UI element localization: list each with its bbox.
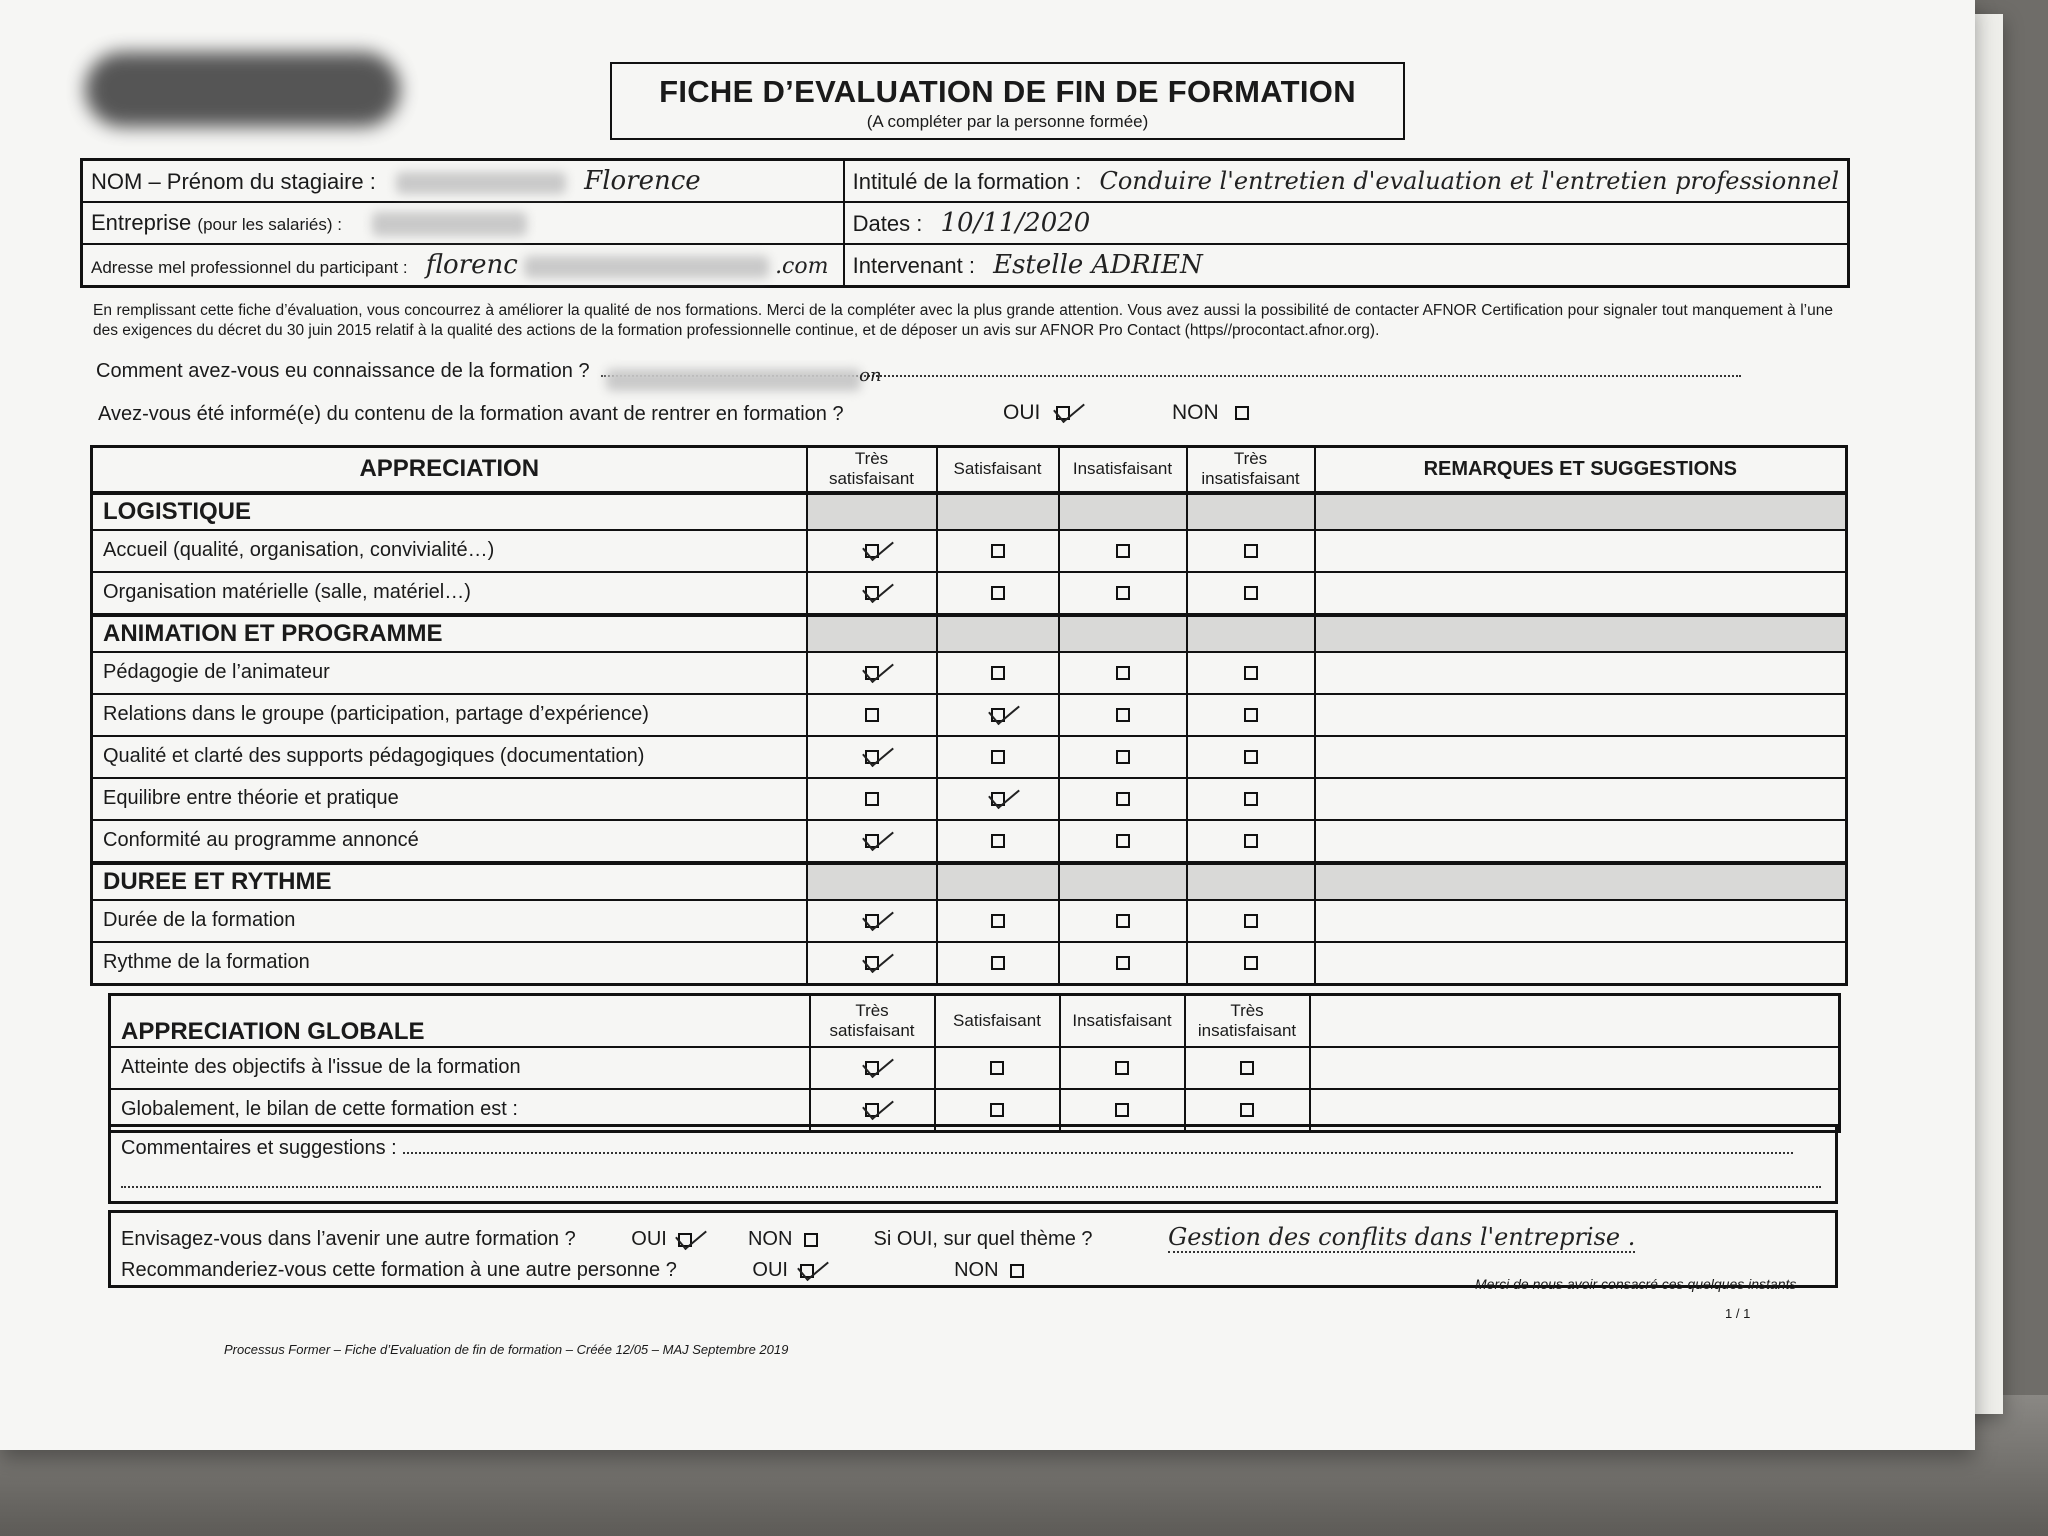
section-shade-cell [807,615,937,652]
criterion-label: Accueil (qualité, organisation, convivialité…) [92,530,807,572]
intervenant-cell[interactable] [844,244,1849,287]
rating-checkbox[interactable] [1116,914,1130,928]
question-recommande [121,1259,1024,1282]
rating-cell[interactable] [1187,530,1315,572]
section-shade-cell [1059,863,1187,900]
table-row [92,736,1847,778]
rating-cell[interactable] [1059,900,1187,942]
nom-label: NOM – Prénom du stagiaire : [91,169,376,194]
table-row [92,652,1847,694]
rating-checkbox[interactable] [1115,1061,1129,1075]
rating-cell[interactable] [807,694,937,736]
col-tres-satisfaisant: Très satisfaisant [807,447,937,493]
section-shade-cell [1059,615,1187,652]
mail-end: .com [775,254,829,279]
question-informe: Avez-vous été informé(e) du contenu de la formation avant de rentrer en formation ? [98,403,844,425]
recommande-oui-checkbox[interactable] [800,1264,814,1278]
participant-info-table [80,158,1850,288]
appreciation-globale-table [108,993,1841,1133]
section-row [92,493,1847,530]
theme-label: Si OUI, sur quel thème ? [873,1228,1093,1250]
autre-non-label: NON [747,1228,793,1250]
glob-remarques-header [1310,995,1840,1047]
remark-cell[interactable] [1315,942,1847,985]
section-row [92,863,1847,900]
comments-line-2[interactable] [121,1186,1821,1188]
rating-cell[interactable] [810,1047,935,1089]
rating-cell[interactable] [937,694,1059,736]
redacted-surname [396,172,566,194]
entreprise-cell[interactable] [82,202,844,244]
section-shade-cell [1315,615,1847,652]
form-title-box [610,62,1405,140]
globale-criterion-label: Globalement, le bilan de cette formation est : [110,1089,810,1132]
rating-checkbox[interactable] [865,544,879,558]
answer-tail: on [859,365,882,386]
criterion-label: Relations dans le groupe (participation, partage d’expérience) [92,694,807,736]
rating-checkbox[interactable] [1244,666,1258,680]
question-connaissance-label: Comment avez-vous eu connaissance de la formation ? [96,360,590,382]
rating-checkbox[interactable] [1116,834,1130,848]
informe-non[interactable] [1172,401,1249,425]
remark-cell[interactable] [1315,778,1847,820]
rating-cell[interactable] [807,652,937,694]
table-row [92,530,1847,572]
rating-cell[interactable] [937,652,1059,694]
autre-label: Envisagez-vous dans l’avenir une autre formation ? [121,1228,576,1250]
section-title: LOGISTIQUE [92,493,807,530]
rating-checkbox[interactable] [1244,586,1258,600]
rating-checkbox[interactable] [991,956,1005,970]
rating-checkbox[interactable] [1116,666,1130,680]
section-shade-cell [807,863,937,900]
rating-checkbox[interactable] [865,956,879,970]
glob-col-insatisfaisant: Insatisfaisant [1060,995,1185,1047]
criterion-label: Organisation matérielle (salle, matériel…) [92,572,807,615]
rating-checkbox[interactable] [865,914,879,928]
rating-checkbox[interactable] [1244,544,1258,558]
rating-checkbox[interactable] [1244,914,1258,928]
rating-cell[interactable] [807,778,937,820]
intitule-label: Intitulé de la formation : [852,169,1082,194]
rating-cell[interactable] [1187,694,1315,736]
informe-oui-checkbox[interactable] [1056,406,1070,420]
section-shade-cell [1059,493,1187,530]
form-title: FICHE D’EVALUATION DE FIN DE FORMATION [659,74,1356,109]
rating-checkbox[interactable] [865,834,879,848]
rating-cell[interactable] [1187,652,1315,694]
rating-checkbox[interactable] [1116,586,1130,600]
rating-checkbox[interactable] [1240,1061,1254,1075]
intervenant-label: Intervenant : [852,253,975,278]
remark-cell[interactable] [1315,736,1847,778]
recommande-oui-label: OUI [752,1259,788,1281]
mail-start: florenc [425,250,518,280]
rating-checkbox[interactable] [991,544,1005,558]
comments-line-1[interactable] [403,1152,1793,1154]
remark-cell[interactable] [1315,694,1847,736]
section-row [92,615,1847,652]
form-subtitle: (A compléter par la personne formée) [866,112,1149,131]
rating-checkbox[interactable] [991,792,1005,806]
remark-cell[interactable] [1315,900,1847,942]
rating-cell[interactable] [937,530,1059,572]
section-shade-cell [1187,615,1315,652]
remark-cell[interactable] [1315,652,1847,694]
glob-col-tres-satisfaisant: Très satisfaisant [810,995,935,1047]
nom-value: Florence [584,166,701,196]
autre-non-checkbox[interactable] [804,1233,818,1247]
globale-criterion-label: Atteinte des objectifs à l'issue de la formation [110,1047,810,1089]
redacted-answer [606,369,861,391]
remark-cell[interactable] [1315,530,1847,572]
rating-checkbox[interactable] [991,708,1005,722]
rating-cell[interactable] [807,942,937,985]
comments-label: Commentaires et suggestions : [121,1137,397,1159]
appreciation-table [90,445,1848,986]
entreprise-label: Entreprise [91,209,192,235]
page-number: 1 / 1 [1725,1306,1751,1321]
rating-checkbox[interactable] [1244,750,1258,764]
autre-oui-label: OUI [631,1228,667,1250]
rating-checkbox[interactable] [991,586,1005,600]
col-tres-insatisfaisant: Très insatisfaisant [1187,447,1315,493]
rating-checkbox[interactable] [865,1061,879,1075]
rating-cell[interactable] [937,942,1059,985]
section-shade-cell [937,493,1059,530]
rating-cell[interactable] [1059,652,1187,694]
rating-cell[interactable] [1185,1047,1310,1089]
rating-cell[interactable] [1059,778,1187,820]
intervenant-value: Estelle ADRIEN [993,250,1203,280]
informe-non-label: NON [1172,401,1219,424]
nom-cell[interactable] [82,160,844,203]
col-satisfaisant: Satisfaisant [937,447,1059,493]
rating-checkbox[interactable] [865,792,879,806]
rating-cell[interactable] [807,820,937,863]
criterion-label: Rythme de la formation [92,942,807,985]
criterion-label: Pédagogie de l’animateur [92,652,807,694]
mail-label: Adresse mel professionnel du participant : [91,258,408,277]
col-remarques: REMARQUES ET SUGGESTIONS [1315,447,1847,493]
rating-checkbox[interactable] [865,708,879,722]
rating-cell[interactable] [1059,530,1187,572]
section-shade-cell [1315,493,1847,530]
intro-paragraph: En remplissant cette fiche d’évaluation, vous concourrez à améliorer la qualité de nos formations. Merci de la compléter avec la plus grande attention. Vous avez aussi la possibilité de contacter AFNOR Certification pour signaler tout manquement à l’une des exigences du décret du 30 juin 2015 relatif à la qualité des actions de la formation professionnelle continue, et de déposer un avis sur AFNOR Pro Contact (https//procontact.afnor.org). [93,302,1833,339]
section-title: ANIMATION ET PROGRAMME [92,615,807,652]
rating-cell[interactable] [937,736,1059,778]
rating-cell[interactable] [937,778,1059,820]
informe-non-checkbox[interactable] [1235,406,1249,420]
table-row [92,820,1847,863]
rating-checkbox[interactable] [1116,956,1130,970]
section-shade-cell [1315,863,1847,900]
recommande-non-checkbox[interactable] [1010,1264,1024,1278]
section-shade-cell [807,493,937,530]
criterion-label: Conformité au programme annoncé [92,820,807,863]
redacted-email [524,256,769,278]
document-footer: Processus Former – Fiche d’Evaluation de fin de formation – Créée 12/05 – MAJ Septembre 2019 [224,1342,789,1357]
rating-checkbox[interactable] [1116,708,1130,722]
dates-label: Dates : [852,211,923,236]
rating-checkbox[interactable] [990,1061,1004,1075]
rating-checkbox[interactable] [1244,834,1258,848]
answer-line [601,365,1741,386]
informe-oui[interactable] [1003,401,1070,425]
rating-cell[interactable] [1187,572,1315,615]
autre-oui-checkbox[interactable] [678,1233,692,1247]
glob-col-tres-insatisfaisant: Très insatisfaisant [1185,995,1310,1047]
rating-checkbox[interactable] [990,1103,1004,1117]
rating-cell[interactable] [1187,820,1315,863]
globale-title: APPRECIATION GLOBALE [110,995,810,1047]
rating-checkbox[interactable] [1116,544,1130,558]
rating-cell[interactable] [1059,694,1187,736]
glob-col-satisfaisant: Satisfaisant [935,995,1060,1047]
criterion-label: Equilibre entre théorie et pratique [92,778,807,820]
rating-cell[interactable] [807,900,937,942]
rating-cell[interactable] [1059,820,1187,863]
rating-checkbox[interactable] [1115,1103,1129,1117]
table-row [92,900,1847,942]
section-shade-cell [1187,863,1315,900]
rating-checkbox[interactable] [1116,792,1130,806]
comments-box[interactable] [108,1124,1838,1204]
rating-cell[interactable] [807,572,937,615]
rating-checkbox[interactable] [991,834,1005,848]
rating-cell[interactable] [1059,736,1187,778]
recommande-non-label: NON [954,1259,999,1281]
rating-cell[interactable] [1187,736,1315,778]
question-connaissance[interactable] [96,360,1826,386]
intitule-cell[interactable] [844,160,1849,203]
rating-cell[interactable] [1059,942,1187,985]
table-row [92,778,1847,820]
rating-checkbox[interactable] [1244,708,1258,722]
mail-cell[interactable] [82,244,844,287]
rating-cell[interactable] [1187,778,1315,820]
criterion-label: Durée de la formation [92,900,807,942]
remark-cell[interactable] [1315,820,1847,863]
redacted-company [372,212,527,236]
rating-cell[interactable] [937,900,1059,942]
rating-checkbox[interactable] [991,666,1005,680]
rating-checkbox[interactable] [865,750,879,764]
section-title: DUREE ET RYTHME [92,863,807,900]
rating-cell[interactable] [1059,572,1187,615]
rating-checkbox[interactable] [991,914,1005,928]
rating-cell[interactable] [1187,942,1315,985]
section-shade-cell [1187,493,1315,530]
rating-cell[interactable] [937,820,1059,863]
informe-oui-label: OUI [1003,401,1041,424]
rating-cell[interactable] [807,530,937,572]
intitule-value: Conduire l'entretien d'evaluation et l'entretien professionnel [1099,167,1839,195]
thank-you-note: Merci de nous avoir consacré ces quelques instants [1475,1276,1797,1292]
section-shade-cell [937,863,1059,900]
entreprise-note: (pour les salariés) : [197,214,342,234]
table-row [92,942,1847,985]
rating-checkbox[interactable] [865,666,879,680]
remark-cell[interactable] [1315,572,1847,615]
rating-checkbox[interactable] [1240,1103,1254,1117]
table-row [92,694,1847,736]
criterion-label: Qualité et clarté des supports pédagogiques (documentation) [92,736,807,778]
rating-cell[interactable] [1060,1047,1185,1089]
rating-checkbox[interactable] [1116,750,1130,764]
col-insatisfaisant: Insatisfaisant [1059,447,1187,493]
recommande-label: Recommanderiez-vous cette formation à une autre personne ? [121,1259,677,1281]
rating-cell[interactable] [807,736,937,778]
section-shade-cell [937,615,1059,652]
rating-checkbox[interactable] [1244,792,1258,806]
rating-checkbox[interactable] [991,750,1005,764]
rating-checkbox[interactable] [865,586,879,600]
rating-checkbox[interactable] [1244,956,1258,970]
theme-value[interactable]: Gestion des conflits dans l'entreprise . [1168,1223,1636,1251]
appreciation-header: APPRECIATION [92,447,807,493]
question-autre-formation [121,1223,1635,1251]
rating-checkbox[interactable] [865,1103,879,1117]
rating-cell[interactable] [937,572,1059,615]
table-row [92,572,1847,615]
remark-cell[interactable] [1310,1047,1840,1089]
rating-cell[interactable] [935,1047,1060,1089]
blurred-logo [85,52,400,127]
dates-cell[interactable] [844,202,1849,244]
table-row [110,1047,1840,1089]
rating-cell[interactable] [1187,900,1315,942]
dates-value: 10/11/2020 [940,208,1091,238]
